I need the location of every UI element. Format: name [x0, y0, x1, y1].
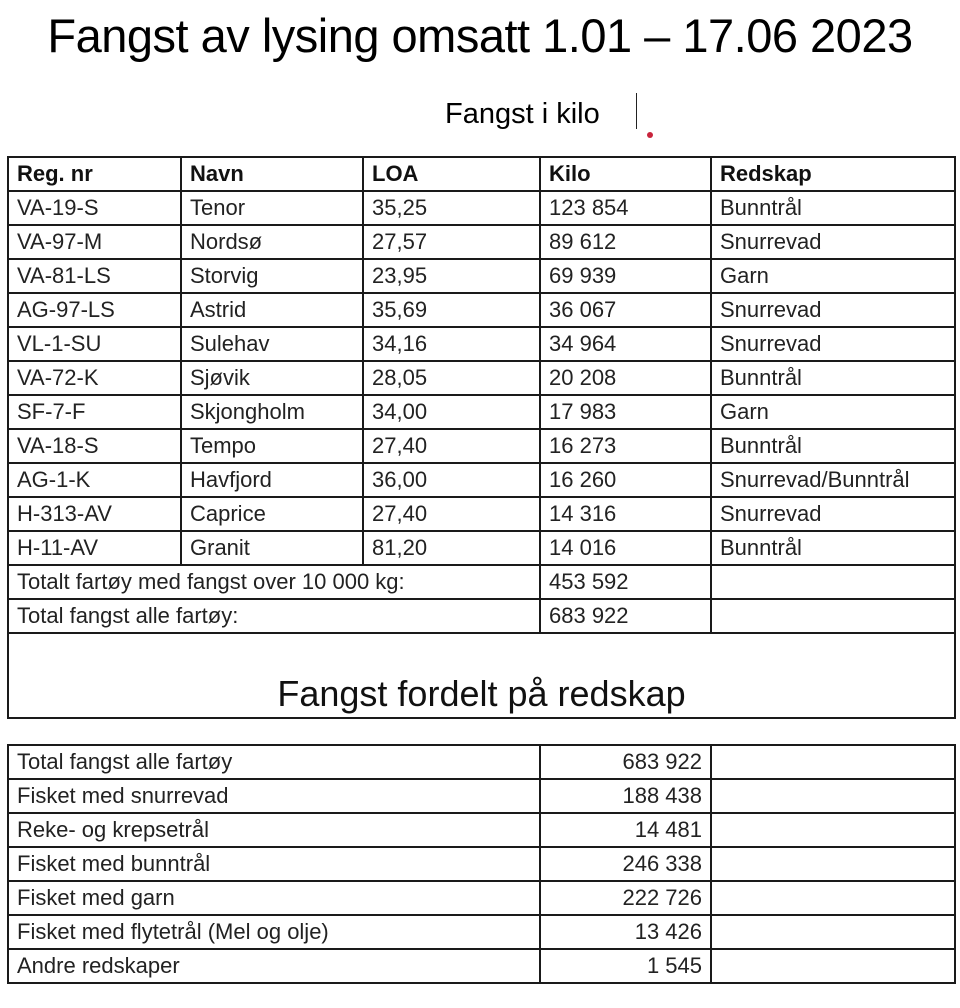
cell-redskap: Garn	[711, 259, 955, 293]
gear-value: 222 726	[540, 881, 711, 915]
cell-reg-nr: VA-97-M	[8, 225, 181, 259]
gear-value: 683 922	[540, 745, 711, 779]
total-label: Totalt fartøy med fangst over 10 000 kg:	[8, 565, 540, 599]
header-navn: Navn	[181, 157, 363, 191]
cell-kilo: 89 612	[540, 225, 711, 259]
gear-section-title: Fangst fordelt på redskap	[8, 633, 955, 718]
cell-navn: Astrid	[181, 293, 363, 327]
cell-redskap: Bunntrål	[711, 531, 955, 565]
cell-reg-nr: H-11-AV	[8, 531, 181, 565]
cell-reg-nr: VA-18-S	[8, 429, 181, 463]
cell-navn: Tempo	[181, 429, 363, 463]
cell-kilo: 14 316	[540, 497, 711, 531]
cell-reg-nr: VA-81-LS	[8, 259, 181, 293]
cell-reg-nr: AG-1-K	[8, 463, 181, 497]
table-row	[8, 225, 955, 259]
gear-label: Total fangst alle fartøy	[8, 745, 540, 779]
cell-reg-nr: AG-97-LS	[8, 293, 181, 327]
cell-redskap: Snurrevad	[711, 225, 955, 259]
cell-kilo: 17 983	[540, 395, 711, 429]
table-row	[8, 293, 955, 327]
empty-cell	[711, 779, 955, 813]
red-dot-marker-icon	[647, 132, 653, 138]
cell-navn: Nordsø	[181, 225, 363, 259]
table-row	[8, 531, 955, 565]
cell-navn: Sjøvik	[181, 361, 363, 395]
gear-label: Fisket med garn	[8, 881, 540, 915]
cell-reg-nr: VA-72-K	[8, 361, 181, 395]
cell-kilo: 34 964	[540, 327, 711, 361]
gear-label: Fisket med bunntrål	[8, 847, 540, 881]
cell-navn: Tenor	[181, 191, 363, 225]
cell-loa: 34,00	[363, 395, 540, 429]
cell-redskap: Snurrevad	[711, 497, 955, 531]
cell-navn: Caprice	[181, 497, 363, 531]
gear-value: 13 426	[540, 915, 711, 949]
gear-row	[8, 745, 955, 779]
table-row	[8, 259, 955, 293]
table-row	[8, 463, 955, 497]
gear-value: 1 545	[540, 949, 711, 983]
empty-cell	[711, 813, 955, 847]
gear-table	[7, 744, 956, 984]
gear-section-title-row	[8, 633, 955, 718]
gear-label: Reke- og krepsetrål	[8, 813, 540, 847]
table-row	[8, 395, 955, 429]
cell-kilo: 69 939	[540, 259, 711, 293]
gear-row	[8, 915, 955, 949]
document-subtitle: Fangst i kilo	[445, 98, 600, 130]
header-redskap: Redskap	[711, 157, 955, 191]
catch-table	[7, 156, 956, 719]
table-row	[8, 429, 955, 463]
cell-kilo: 20 208	[540, 361, 711, 395]
cell-navn: Havfjord	[181, 463, 363, 497]
header-loa: LOA	[363, 157, 540, 191]
gear-row	[8, 813, 955, 847]
header-reg-nr: Reg. nr	[8, 157, 181, 191]
empty-cell	[711, 599, 955, 633]
cell-loa: 35,69	[363, 293, 540, 327]
gear-label: Andre redskaper	[8, 949, 540, 983]
cell-loa: 34,16	[363, 327, 540, 361]
cell-redskap: Garn	[711, 395, 955, 429]
header-kilo: Kilo	[540, 157, 711, 191]
cell-redskap: Bunntrål	[711, 191, 955, 225]
cell-navn: Storvig	[181, 259, 363, 293]
gear-row	[8, 847, 955, 881]
cell-reg-nr: VA-19-S	[8, 191, 181, 225]
total-label: Total fangst alle fartøy:	[8, 599, 540, 633]
gear-value: 246 338	[540, 847, 711, 881]
cell-reg-nr: VL-1-SU	[8, 327, 181, 361]
cell-loa: 27,57	[363, 225, 540, 259]
gear-row	[8, 881, 955, 915]
table-header-row	[8, 157, 955, 191]
cell-kilo: 16 273	[540, 429, 711, 463]
cell-loa: 27,40	[363, 497, 540, 531]
cell-loa: 28,05	[363, 361, 540, 395]
cell-navn: Skjongholm	[181, 395, 363, 429]
table-row	[8, 327, 955, 361]
cell-loa: 27,40	[363, 429, 540, 463]
cell-reg-nr: SF-7-F	[8, 395, 181, 429]
total-value: 453 592	[540, 565, 711, 599]
cell-redskap: Bunntrål	[711, 429, 955, 463]
cell-loa: 81,20	[363, 531, 540, 565]
empty-cell	[711, 847, 955, 881]
table-row	[8, 191, 955, 225]
cell-redskap: Bunntrål	[711, 361, 955, 395]
gear-label: Fisket med flytetrål (Mel og olje)	[8, 915, 540, 949]
gear-row	[8, 949, 955, 983]
cell-reg-nr: H-313-AV	[8, 497, 181, 531]
empty-cell	[711, 565, 955, 599]
gear-value: 14 481	[540, 813, 711, 847]
cell-loa: 35,25	[363, 191, 540, 225]
cell-kilo: 123 854	[540, 191, 711, 225]
empty-cell	[711, 949, 955, 983]
total-row-all	[8, 599, 955, 633]
table-row	[8, 361, 955, 395]
empty-cell	[711, 915, 955, 949]
cell-kilo: 36 067	[540, 293, 711, 327]
empty-cell	[711, 881, 955, 915]
table-row	[8, 497, 955, 531]
cell-kilo: 14 016	[540, 531, 711, 565]
cell-redskap: Snurrevad	[711, 327, 955, 361]
cell-loa: 23,95	[363, 259, 540, 293]
cell-redskap: Snurrevad	[711, 293, 955, 327]
cell-navn: Sulehav	[181, 327, 363, 361]
gear-value: 188 438	[540, 779, 711, 813]
cell-kilo: 16 260	[540, 463, 711, 497]
gear-label: Fisket med snurrevad	[8, 779, 540, 813]
document-title: Fangst av lysing omsatt 1.01 – 17.06 2023	[47, 9, 913, 62]
total-row-over-10000	[8, 565, 955, 599]
cell-navn: Granit	[181, 531, 363, 565]
text-cursor	[636, 93, 637, 129]
cell-redskap: Snurrevad/Bunntrål	[711, 463, 955, 497]
cell-loa: 36,00	[363, 463, 540, 497]
empty-cell	[711, 745, 955, 779]
total-value: 683 922	[540, 599, 711, 633]
gear-row	[8, 779, 955, 813]
